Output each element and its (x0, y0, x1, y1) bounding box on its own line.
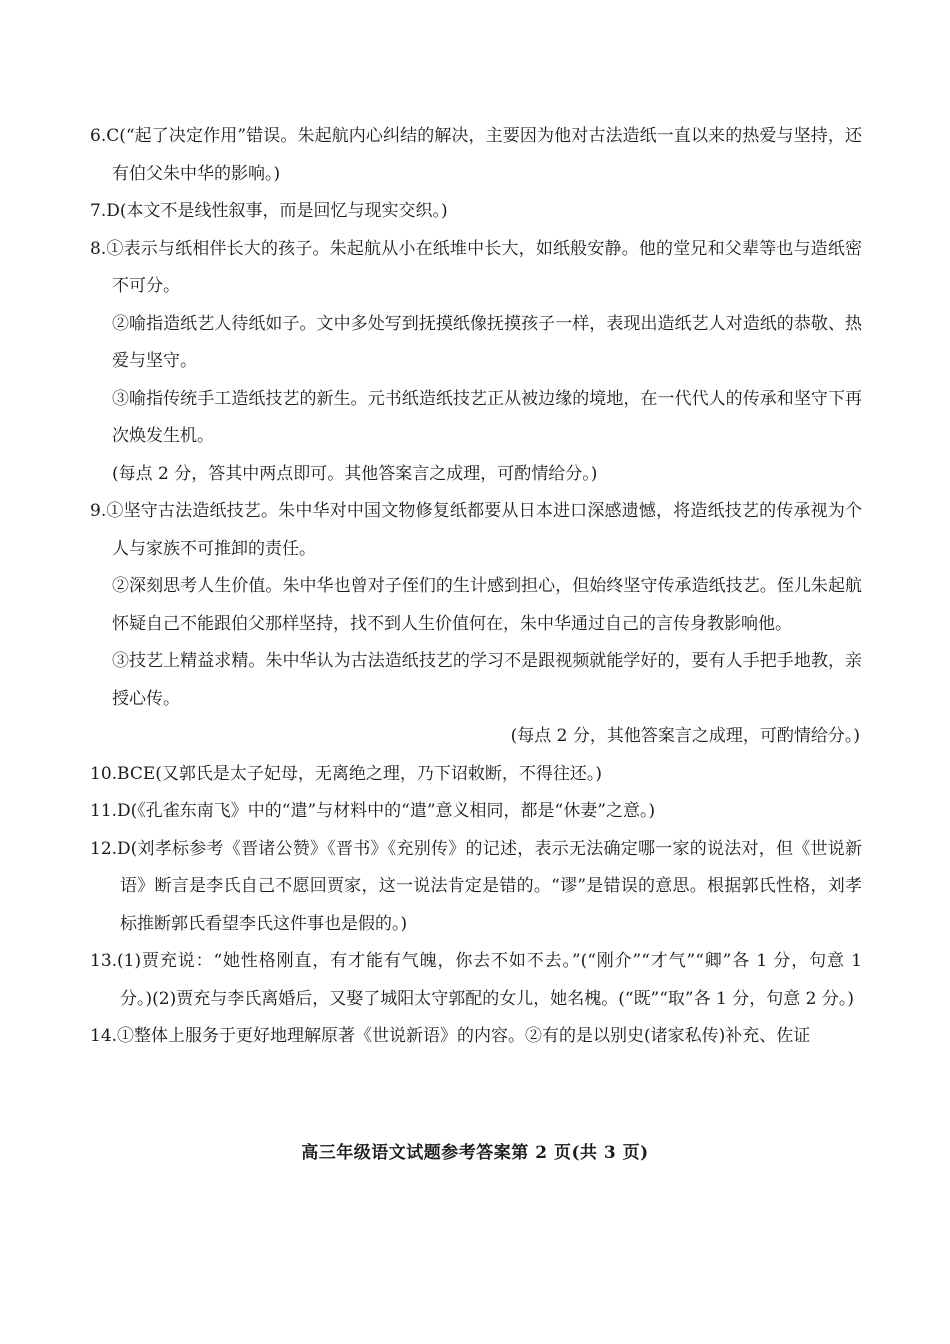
answer-12: 12.D(刘孝标参考《晋诸公赞》《晋书》《充别传》的记述，表示无法确定哪一家的说法对，但《世说新语》断言是李氏自己不愿回贾家，这一说法肯定是错的。“谬”是错误的意思。根据郭氏性格，刘孝标推断郭氏看望李氏这件事也是假的。) (90, 838, 862, 934)
answer-7: 7.D(本文不是线性叙事，而是回忆与现实交织。) (90, 201, 448, 221)
answer-13: 13.(1)贾充说：“她性格刚直，有才能有气魄，你去不如不去。”(“刚介”“才气”“卿”各 1 分，句意 1 分。)(2)贾充与李氏离婚后，又娶了城阳太守郭配的女儿，她名槐。(“既”“取”各 1 分，句意 2 分。) (90, 951, 862, 1009)
answer-10: 10.BCE(又郭氏是太子妃母，无离绝之理，乃下诏敕断，不得往还。) (90, 763, 603, 784)
answer-9-point-1: 9.①坚守古法造纸技艺。朱中华对中国文物修复纸都要从日本进口深感遗憾，将造纸技艺的传承视为个人与家族不可推卸的责任。 (90, 501, 862, 559)
answer-9-point-3: ③技艺上精益求精。朱中华认为古法造纸技艺的学习不是跟视频就能学好的，要有人手把手地教，亲授心传。 (112, 651, 862, 709)
answer-9-point-2: ②深刻思考人生价值。朱中华也曾对子侄们的生计感到担心，但始终坚守传承造纸技艺。侄儿朱起航怀疑自己不能跟伯父那样坚持，找不到人生价值何在，朱中华通过自己的言传身教影响他。 (112, 576, 862, 634)
answer-6: 6.C(“起了决定作用”错误。朱起航内心纠结的解决，主要因为他对古法造纸一直以来的热爱与坚持，还有伯父朱中华的影响。) (90, 126, 862, 184)
answer-8-scoring-note: (每点 2 分，答其中两点即可。其他答案言之成理，可酌情给分。) (112, 463, 598, 484)
answer-9-scoring-note: (每点 2 分，其他答案言之成理，可酌情给分。) (510, 726, 860, 746)
answer-8-point-3: ③喻指传统手工造纸技艺的新生。元书纸造纸技艺正从被边缘的境地，在一代代人的传承和坚守下再次焕发生机。 (112, 388, 862, 446)
answer-14: 14.①整体上服务于更好地理解原著《世说新语》的内容。②有的是以别史(诸家私传)补充、佐证 (90, 1026, 811, 1046)
answer-11: 11.D(《孔雀东南飞》中的“遣”与材料中的“遣”意义相同，都是“休妻”之意。) (90, 801, 656, 821)
answer-8-point-2: ②喻指造纸艺人待纸如子。文中多处写到抚摸纸像抚摸孩子一样，表现出造纸艺人对造纸的恭敬、热爱与坚守。 (112, 313, 862, 371)
page-footer: 高三年级语文试题参考答案第 2 页(共 3 页) (301, 1143, 649, 1163)
answer-8-point-1: 8.①表示与纸相伴长大的孩子。朱起航从小在纸堆中长大，如纸般安静。他的堂兄和父辈等也与造纸密不可分。 (90, 238, 862, 296)
answer-content (90, 118, 862, 1056)
